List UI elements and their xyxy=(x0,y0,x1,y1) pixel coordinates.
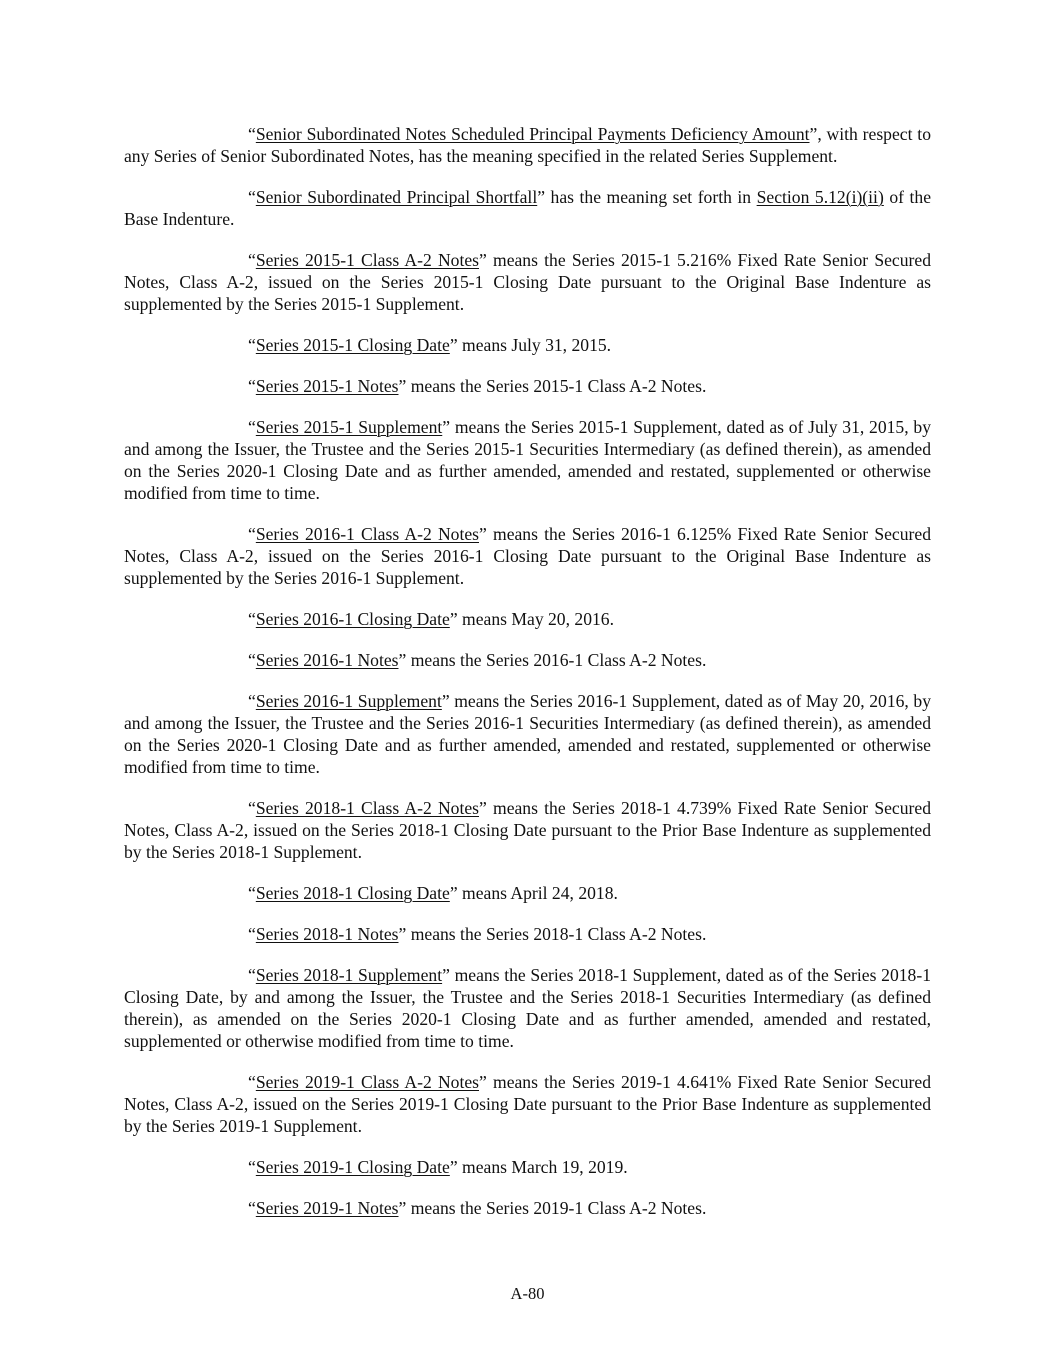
definition-series-2015-1-notes xyxy=(124,375,931,397)
definition-text: ” means the Series 2016-1 6.125% Fixed Rate Senior Secured Notes, Class A-2, issued on the Series 2016-1 Closing Date pursuant to the Original Base Indenture as supplemented by the Series 2016-1 Supplement. xyxy=(124,524,931,588)
definition-senior-subordinated-notes-scheduled-principal-payments-deficiency-amount xyxy=(124,123,931,167)
definition-text: ” means April 24, 2018. xyxy=(449,883,618,903)
definition-series-2018-1-notes xyxy=(124,923,931,945)
open-quote: “ xyxy=(248,798,256,818)
defined-term: Series 2018-1 Closing Date xyxy=(255,883,450,903)
open-quote: “ xyxy=(248,650,256,670)
definition-text: ” means the Series 2016-1 Supplement, dated as of May 20, 2016, by and among the Issuer, the Trustee and the Series 2016-1 Securities Intermediary (as defined therein), as amended on the Series 2020-1 Closing Date and as further amended, amended and restated, supplemented or otherwise modified from time to time. xyxy=(124,691,931,777)
definition-text: ” means March 19, 2019. xyxy=(449,1157,628,1177)
defined-term: Senior Subordinated Principal Shortfall xyxy=(255,187,538,207)
definition-senior-subordinated-principal-shortfall xyxy=(124,186,931,230)
defined-term: Series 2016-1 Class A-2 Notes xyxy=(255,524,479,544)
definition-series-2019-1-closing-date xyxy=(124,1156,931,1178)
definition-text: ” means May 20, 2016. xyxy=(449,609,614,629)
definition-text: ”, with respect to any Series of Senior Subordinated Notes, has the meaning specified in the related Series Supplement. xyxy=(124,124,931,166)
defined-term: Series 2019-1 Class A-2 Notes xyxy=(255,1072,479,1092)
definition-text: ” means the Series 2018-1 Supplement, dated as of the Series 2018-1 Closing Date, by and among the Issuer, the Trustee and the Series 2018-1 Securities Intermediary (as defined therein), as amended on the Series 2020-1 Closing Date and as further amended, amended and restated, supplemented or otherwise modified from time to time. xyxy=(124,965,931,1051)
defined-term: Senior Subordinated Notes Scheduled Principal Payments Deficiency Amount xyxy=(255,124,810,144)
definition-text: ” has the meaning set forth in xyxy=(537,187,757,207)
definition-series-2016-1-supplement xyxy=(124,690,931,778)
definition-series-2016-1-closing-date xyxy=(124,608,931,630)
definition-text: ” means the Series 2018-1 Class A-2 Notes. xyxy=(398,924,707,944)
defined-term: Series 2018-1 Notes xyxy=(255,924,399,944)
open-quote: “ xyxy=(248,609,256,629)
open-quote: “ xyxy=(248,376,256,396)
open-quote: “ xyxy=(248,965,256,985)
definition-series-2018-1-supplement xyxy=(124,964,931,1052)
defined-term: Series 2016-1 Supplement xyxy=(255,691,442,711)
defined-term: Series 2015-1 Closing Date xyxy=(255,335,450,355)
definition-series-2015-1-closing-date xyxy=(124,334,931,356)
document-body xyxy=(124,123,931,1238)
definition-series-2019-1-notes xyxy=(124,1197,931,1219)
open-quote: “ xyxy=(248,335,256,355)
defined-term: Series 2015-1 Supplement xyxy=(255,417,443,437)
definition-text: ” means the Series 2015-1 Supplement, dated as of July 31, 2015, by and among the Issuer, the Trustee and the Series 2015-1 Securities Intermediary (as defined therein), as amended on the Series 2020-1 Closing Date and as further amended, amended and restated, supplemented or otherwise modified from time to time. xyxy=(124,417,931,503)
definition-series-2016-1-notes xyxy=(124,649,931,671)
defined-term: Series 2016-1 Notes xyxy=(255,650,399,670)
open-quote: “ xyxy=(248,691,256,711)
page-number: A-80 xyxy=(510,1284,545,1303)
open-quote: “ xyxy=(248,124,256,144)
open-quote: “ xyxy=(248,1198,256,1218)
defined-term: Series 2018-1 Supplement xyxy=(255,965,443,985)
definition-text: ” means the Series 2019-1 Class A-2 Notes. xyxy=(398,1198,707,1218)
definition-text: ” means the Series 2019-1 4.641% Fixed Rate Senior Secured Notes, Class A-2, issued on the Series 2019-1 Closing Date pursuant to the Prior Base Indenture as supplemented by the Series 2019-1 Supplement. xyxy=(124,1072,931,1136)
open-quote: “ xyxy=(248,187,256,207)
open-quote: “ xyxy=(248,1072,256,1092)
definition-text: ” means the Series 2015-1 5.216% Fixed Rate Senior Secured Notes, Class A-2, issued on the Series 2015-1 Closing Date pursuant to the Original Base Indenture as supplemented by the Series 2015-1 Supplement. xyxy=(124,250,931,314)
definition-text-continued: of the Base Indenture. xyxy=(124,187,931,229)
definition-series-2015-1-class-a-2-notes xyxy=(124,249,931,315)
definition-text: ” means July 31, 2015. xyxy=(449,335,612,355)
definition-series-2018-1-closing-date xyxy=(124,882,931,904)
defined-term: Series 2019-1 Notes xyxy=(255,1198,399,1218)
definition-series-2016-1-class-a-2-notes xyxy=(124,523,931,589)
definition-series-2015-1-supplement xyxy=(124,416,931,504)
defined-term: Series 2019-1 Closing Date xyxy=(255,1157,450,1177)
definition-series-2019-1-class-a-2-notes xyxy=(124,1071,931,1137)
defined-term: Series 2015-1 Class A-2 Notes xyxy=(255,250,479,270)
definition-text: ” means the Series 2018-1 4.739% Fixed Rate Senior Secured Notes, Class A-2, issued on the Series 2018-1 Closing Date pursuant to the Prior Base Indenture as supplemented by the Series 2018-1 Supplement. xyxy=(124,798,931,862)
defined-term: Series 2018-1 Class A-2 Notes xyxy=(255,798,479,818)
defined-term: Series 2015-1 Notes xyxy=(255,376,399,396)
open-quote: “ xyxy=(248,883,256,903)
open-quote: “ xyxy=(248,524,256,544)
open-quote: “ xyxy=(248,250,256,270)
definition-text: ” means the Series 2015-1 Class A-2 Notes. xyxy=(398,376,707,396)
open-quote: “ xyxy=(248,1157,256,1177)
defined-term: Series 2016-1 Closing Date xyxy=(255,609,450,629)
definition-text: ” means the Series 2016-1 Class A-2 Notes. xyxy=(398,650,707,670)
section-reference: Section 5.12(i)(ii) xyxy=(756,187,884,207)
definition-series-2018-1-class-a-2-notes xyxy=(124,797,931,863)
open-quote: “ xyxy=(248,417,256,437)
open-quote: “ xyxy=(248,924,256,944)
